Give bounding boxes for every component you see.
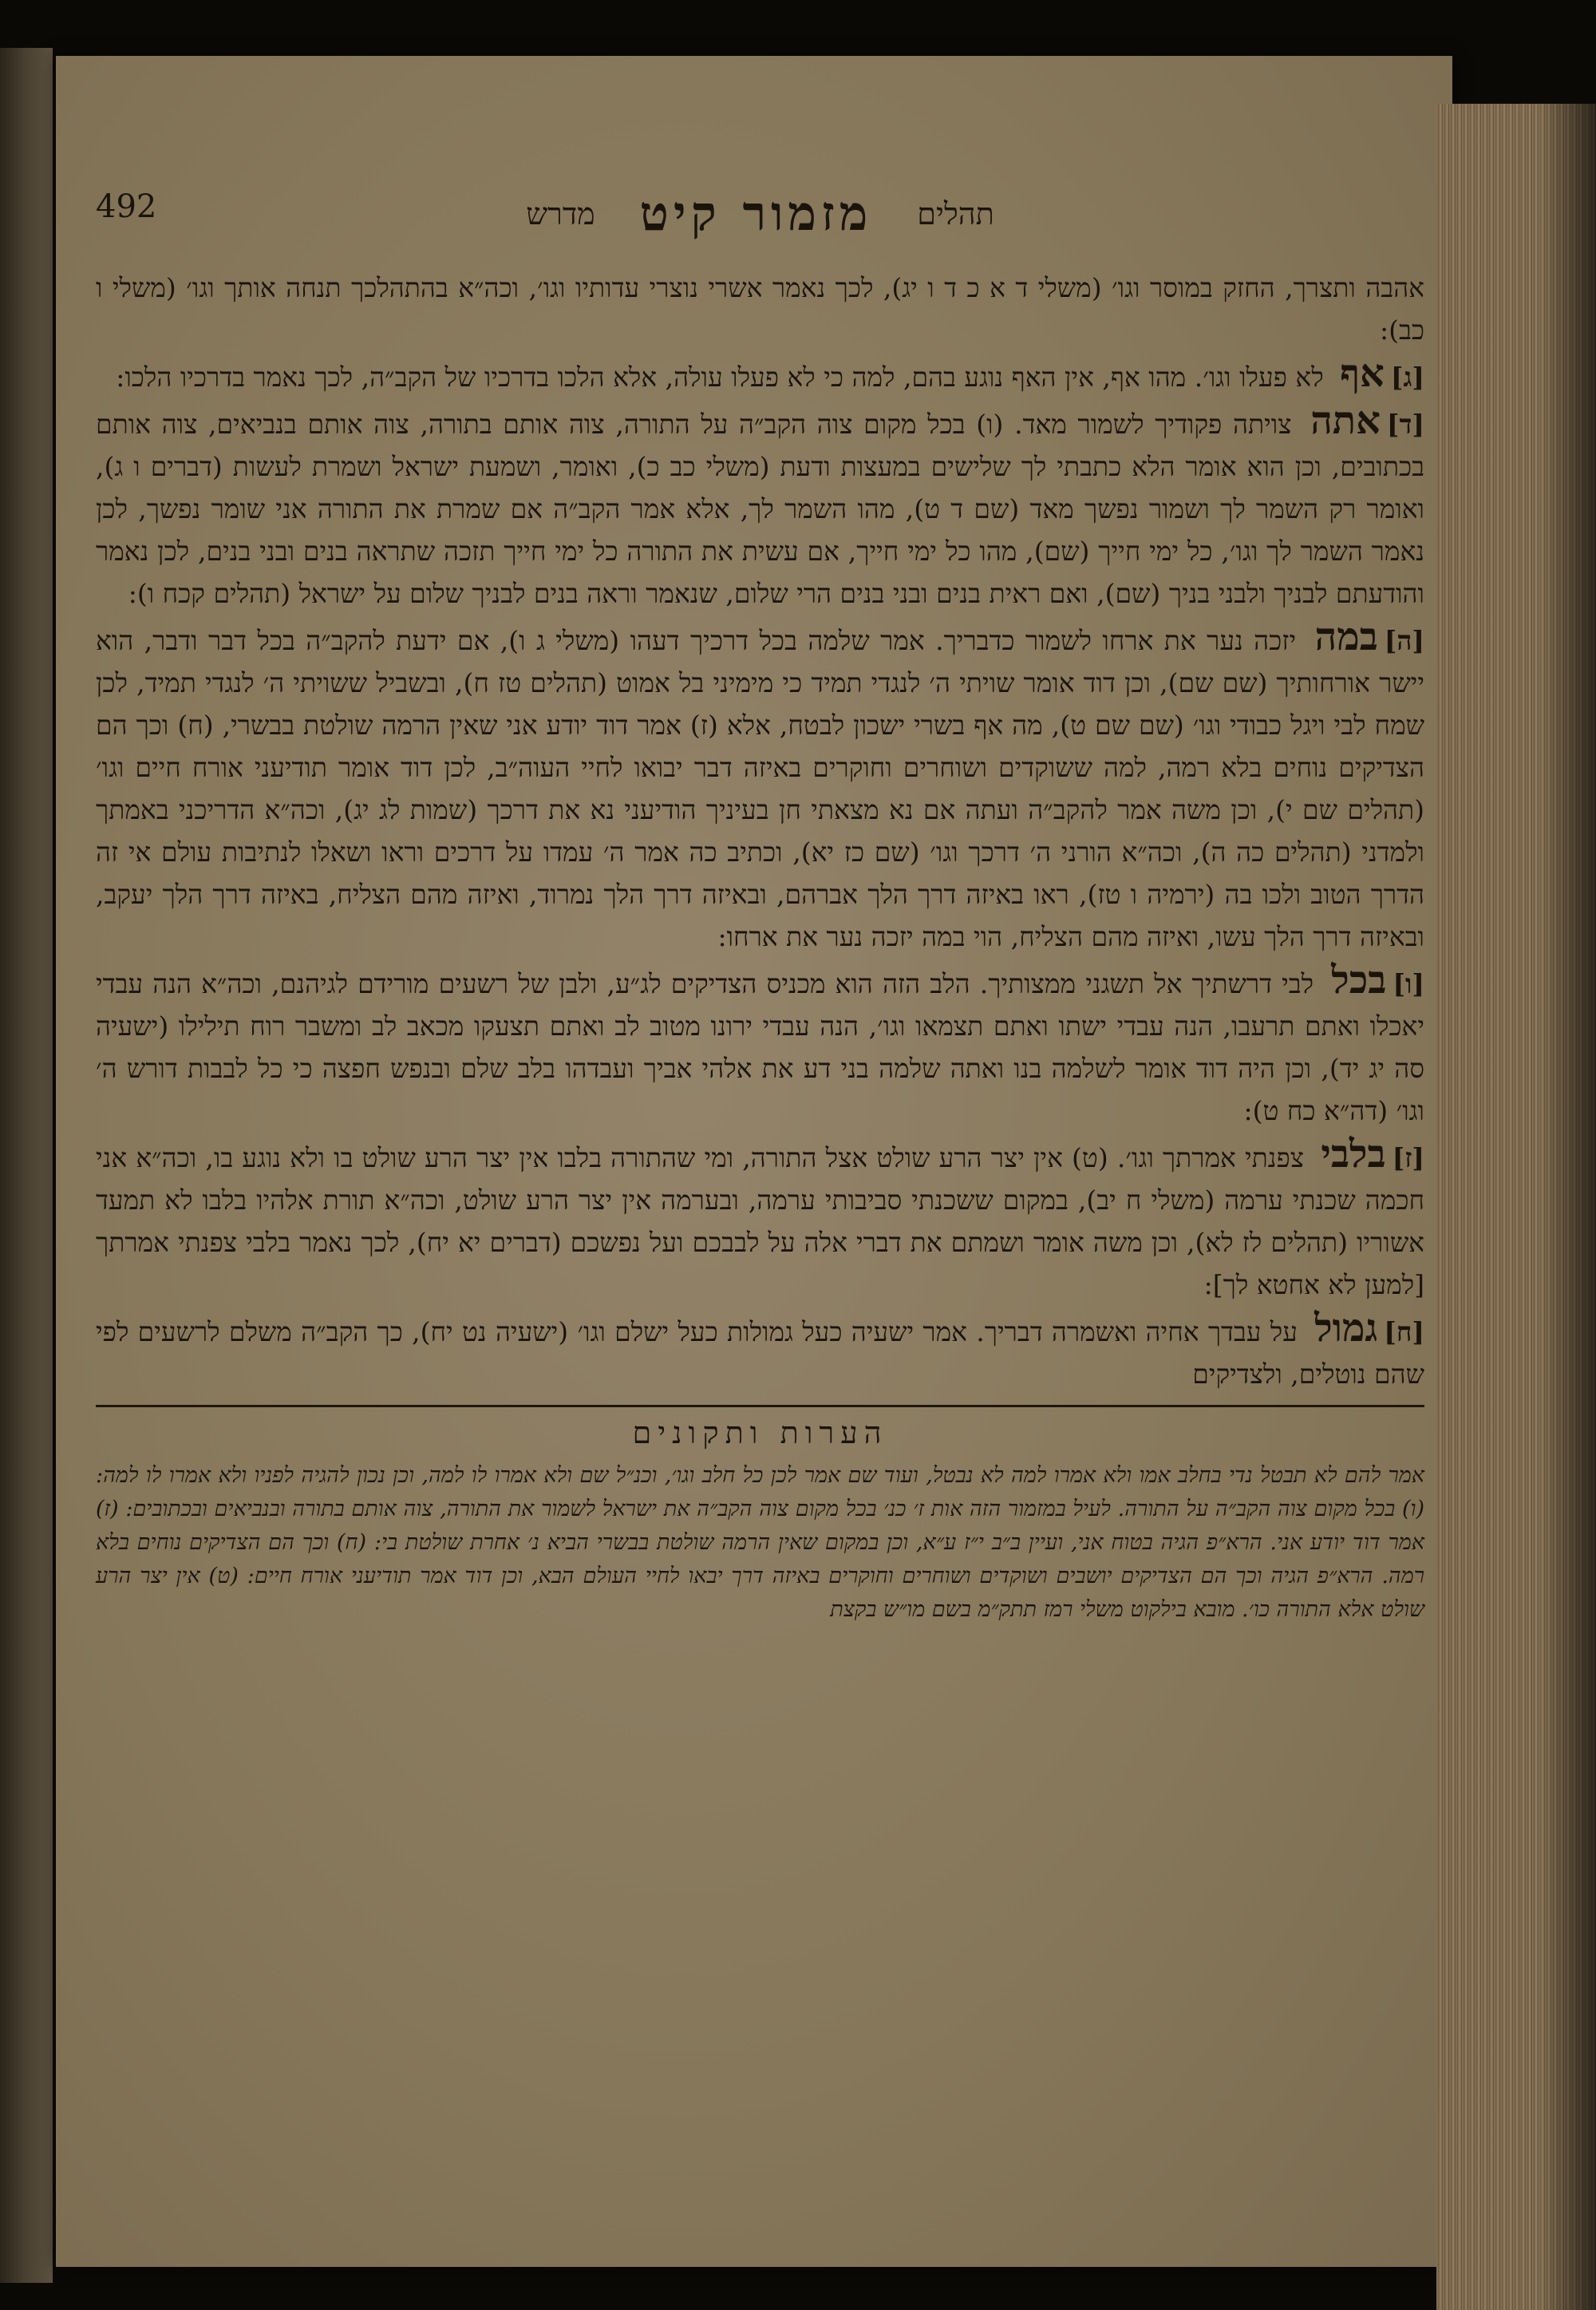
paragraph-7 [96, 1133, 1424, 1306]
lead-word: אתה [1310, 398, 1381, 443]
lead-word: אף [1340, 351, 1385, 396]
previous-page-edge [0, 48, 53, 2283]
page-block-shadow [1540, 104, 1596, 2310]
running-head [96, 182, 1424, 246]
page-number: 492 [96, 188, 157, 225]
header-psalm-title: מזמור קיט [639, 186, 873, 242]
page-content [96, 182, 1424, 2225]
notes-body: אמר להם לא תבטל נדי בחלב אמו ולא אמרו למה לא נבטל, ועוד שם אמר לכן כל חלב וגו׳, וכנ״ל שם ולא אמרו לו למה, וכן נכון להגיה לפניו ולא אמרו לו למה: (ו) בכל מקום צוה הקב״ה על התורה. לעיל במזמור הזה אות ז׳ כנ׳ בכל מקום צוה הקב״ה את ישראל לשמור את התורה, צוה אותם בתורה ובנביאים ובכתובים: (ז) אמר דוד יודע אני. הרא״פ הגיה בטוח אני, ועיין ב״ב י״ז ע״א, וכן במקום שאין הרמה שולטת בבשרי הביא נ׳ אחרת שולטת בי: (ח) וכך הם הצדיקים נוחים בלא רמה. הרא״פ הגיה וכך הם הצדיקים יושבים ושוקדים ושוחרים וחוקרים באיזה דרך יבאו לחיי העולם הבא, וכן דוד אמר תודיעני אורח חיים: (ט) אין יצר הרע שולט אלא התורה כו׳. מובא בילקוט משלי רמז תתק״מ בשם מו״ש בקצת [96, 1463, 1424, 1622]
lead-word: גמול [1314, 1306, 1378, 1351]
section-marker: [ז] [1392, 1142, 1425, 1173]
paragraph-text: לבי דרשתיך אל תשגני ממצותיך. הלב הזה הוא מכניס הצדיקים לג״ע, ולבן של רשעים מורידם לגיהנם, וכה״א הנה עבדי יאכלו ואתם תרעבו, הנה עבדי ישתו ואתם תצמאו וגו׳, הנה עבדי ירונו מטוב לב ואתם תצעקו מכאב לב ומשבר רוח תילילו (ישעיה סה יג יד), וכן היה דוד אומר לשלמה בנו ואתה שלמה בני דע את אלהי אביך ועבדהו בלב שלם ובנפש חפצה כי כל לבבות דורש ה׳ וגו׳ (דה״א כח ט): [96, 968, 1424, 1126]
paragraph-text: על עבדך אחיה ואשמרה דבריך. אמר ישעיה כעל גמולות כעל ישלם וגו׳ (ישעיה נט יח), כך הקב״ה משלם לרשעים לפי שהם נוטלים, ולצדיקים [96, 1316, 1424, 1390]
footnote-divider [96, 1405, 1424, 1407]
header-left-title: מדרש [526, 196, 595, 231]
paragraph-text: צפנתי אמרתך וגו׳. (ט) אין יצר הרע שולט אצל התורה, ומי שהתורה בלבו אין יצר הרע שולט בו ולא נוגע בו, וכה״א אני חכמה שכנתי ערמה (משלי ח יב), במקום ששכנתי סביבותי ערמה, ובערמה אין יצר הרע שולט, וכה״א תורת אלהיו בלבו לא תמעד אשוריו (תהלים לז לא), וכן משה אומר ושמתם את דברי אלה על לבבכם ועל נפשכם (דברים יא יח), לכך נאמר בלבי צפנתי אמרתך [למען לא אחטא לך]: [96, 1142, 1424, 1300]
lead-word: במה [1314, 615, 1378, 659]
paragraph-continuation [96, 267, 1424, 351]
section-marker: [ד] [1386, 409, 1424, 440]
section-marker: [ה] [1384, 625, 1424, 656]
section-marker: [ח] [1384, 1316, 1424, 1347]
paragraph-4 [96, 400, 1424, 615]
paragraph-6 [96, 959, 1424, 1132]
main-text [96, 267, 1424, 1395]
notes-heading: הערות ותקונים [632, 1415, 888, 1450]
lead-word: בכל [1331, 958, 1387, 1003]
paragraph-8 [96, 1307, 1424, 1395]
paragraph-text: אהבה ותצרך, החזק במוסר וגו׳ (משלי ד א כ ד ו יג), לכך נאמר אשרי נוצרי עדותיו וגו׳, וכה״א בהתהלכך תנחה אותך וגו׳ (משלי ו כב): [96, 272, 1424, 346]
paragraph-5 [96, 616, 1424, 958]
header-right-title: תהלים [917, 196, 994, 231]
paragraph-text: יזכה נער את ארחו לשמור כדבריך. אמר שלמה בכל דרכיך דעהו (משלי ג ו), אם ידעת להקב״ה בכל דבר ודבר, הוא יישר אורחותיך (שם שם), וכן דוד אומר שויתי ה׳ לנגדי תמיד כי מימיני בל אמוט (תהלים טז ח), ובשביל ששויתי ה׳ לנגדי תמיד, לכן שמח לבי ויגל כבודי וגו׳ (שם שם ט), מה אף בשרי ישכון לבטח, אלא (ז) אמר דוד יודע אני שאין הרמה שולטת בבשרי, (ח) וכך הם הצדיקים נוחים בלא רמה, למה ששוקדים ושוחרים וחוקרים באיזה דבר יבואו לחיי העוה״ב, לכן דוד אומר תודיעני אורח חיים וגו׳ (תהלים שם י), וכן משה אמר להקב״ה ועתה אם נא מצאתי חן בעיניך הודיעני נא את דרכך (שמות לג יג), וכה״א הדריכני באמתך ולמדני (תהלים כה ה), וכה״א הורני ה׳ דרכך וגו׳ (שם כז יא), וכתיב כה אמר ה׳ עמדו על דרכים וראו ושאלו לנתיבות עולם אי זה הדרך הטוב ולכו בה (ירמיה ו טז), ראו באיזה דרך הלך אברהם, ובאיזה דרך הלך נמרוד, ואיזה מהם הצליח, באיזה דרך הלך יעקב, ובאיזה דרך הלך עשו, ואיזה מהם הצליח, הוי במה יזכה נער את ארחו: [96, 625, 1424, 952]
paragraph-3 [96, 353, 1424, 398]
paragraph-text: צויתה פקודיך לשמור מאד. (ו) בכל מקום צוה הקב״ה על התורה, צוה אותם בתורה, צוה אותם בנביאים, צוה אותם בכתובים, וכן הוא אומר הלא כתבתי לך שלישים במעצות ודעת (משלי כב כ), ואומר, ושמעת ישראל ושמרת לעשות (דברים ו ג), ואומר רק השמר לך ושמור נפשך מאד (שם ד ט), מהו השמר לך, אלא אמר הקב״ה אם שמרת את התורה אני שומר נפשך, לכן נאמר השמר לך וגו׳, כל ימי חייך (שם), מהו כל ימי חייך, אם עשית את התורה כל ימי חייך תזכה שתראה בנים ובני בנים, לכן נאמר והודעתם לבניך ולבני בניך (שם), ואם ראית בנים ובני בנים הרי שלום, שנאמר וראה בנים לבניך שלום על ישראל (תהלים קכח ו): [96, 409, 1424, 609]
section-marker: [ו] [1393, 968, 1424, 999]
lead-word: בלבי [1321, 1132, 1386, 1177]
paragraph-text: לא פעלו וגו׳. מהו אף, אין האף נוגע בהם, למה כי לא פעלו עולה, אלא הלכו בדרכיו של הקב״ה, לכך נאמר בדרכיו הלכו: [116, 362, 1324, 393]
section-marker: [ג] [1390, 362, 1424, 393]
